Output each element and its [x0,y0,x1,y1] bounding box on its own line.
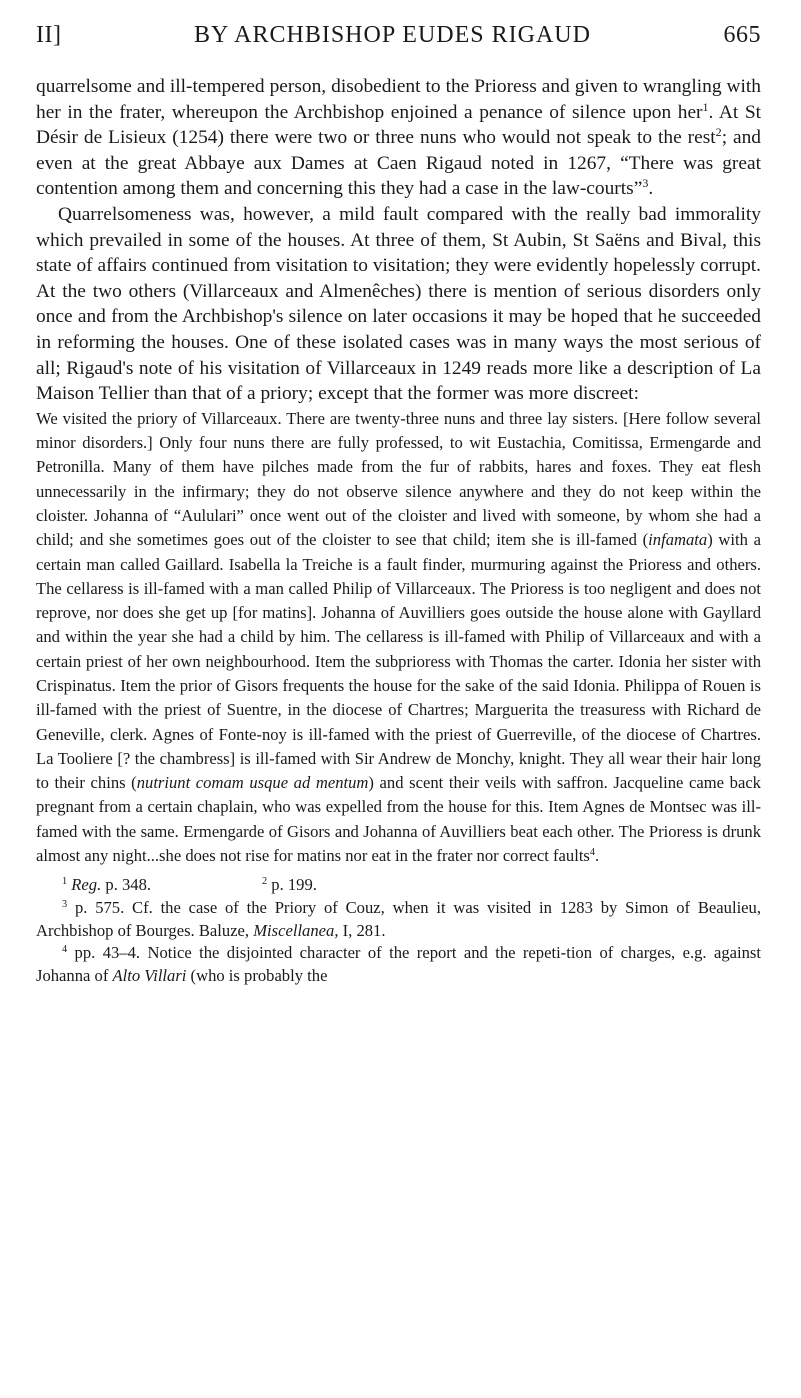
footnote-italic: Reg. [71,875,102,895]
footnote-text: p. 348. [101,875,152,895]
text-run: ; and even at the great Abbaye aux Dames at Caen Rigaud noted in 1267, “There was great contention among them and concerning this they had a case in the law-courts” [36,127,762,200]
paragraph [36,202,761,407]
footnote-ref: 4 [589,846,596,858]
footnote-4 [36,942,761,987]
text-run: pp. 43–4. Notice the disjointed character of the report and the repeti-tion of charges, e.g. against Johanna of [36,943,761,985]
running-head [36,22,761,62]
footnote-number: 2 [262,876,268,888]
text-run: ) with a certain man called Gaillard. Isabella la Treiche is a fault finder, murmuring against the Prioress and others. The cellaress is ill-famed with a man called Philip of Villarceaux. The Prioress is too negligent and does not reprove, nor does she get up [for matins]. Johanna of Auvilliers goes outside the house alone with Gayllard and within the year she had a child by him. The cellaress is ill-famed with Philip of Villarceaux and with a certain priest of her own neighbourhood. Item the subprioress with Thomas the carter. Idonia her sister with Crispinatus. Item the prior of Gisors frequents the house for the sake of the said Idonia. Philippa of Rouen is ill-famed with the priest of Suentre, in the diocese of Chartres; Marguerita the treasuress with Richard de Geneville, clerk. Agnes of Fonte-noy is ill-famed with the priest of Guerreville, of the diocese of Chartres. La Tooliere [? the chambress] is ill-famed with Sir Andrew de Monchy, knight. They all wear their hair long to their chins ( [36,530,761,793]
chapter-marker: II] [36,22,62,48]
block-quote [36,407,761,869]
text-run: . [595,846,600,866]
footnote-2 [262,874,462,897]
footnotes [36,874,761,987]
text-run: . [648,178,654,200]
italic-text: nutriunt comam usque ad mentum [136,773,369,793]
footnote-1 [62,874,262,897]
footnote-ref: 3 [642,176,649,191]
footnote-ref: 2 [715,124,722,139]
text-run: quarrelsome and ill-tempered person, disobedient to the Prioress and given to wrangling with her in the frater, whereupon the Archbishop enjoined a penance of silence upon her [36,76,761,123]
footnote-number: 3 [62,898,68,910]
page-number: 665 [723,22,761,48]
footnote-number: 4 [62,943,68,955]
text-run: I, 281. [338,920,386,940]
text-run: ) and scent their veils with saffron. Jacqueline came back pregnant from a certain chaplain, who was expelled from the house for this. Item Agnes de Montsec was ill-famed with the same. Ermengarde of Gisors and Johanna of Auvilliers beat each other. The Prioress is drunk almost any night...she does not rise for matins nor eat in the frater nor correct faults [36,773,761,866]
text-run: We visited the priory of Villarceaux. There are twenty-three nuns and three lay sisters. [Here follow several minor disorders.] Only four nuns there are fully professed, to wit Eustachia, Comitissa, Ermengarde and Petronilla. Many of them have pilches made from the fur of rabbits, hares and foxes. They eat flesh unnecessarily in the infirmary; they do not observe silence anywhere and they do not keep within the cloister. Johanna of “Aululari” once went out of the cloister and lived with someone, by whom she had a child; and she sometimes goes out of the cloister to see that child; item she is ill-famed ( [36,408,761,550]
footnote-ref: 1 [702,99,709,114]
footnote-row [36,874,761,897]
footnote-text: p. 199. [267,875,317,895]
italic-text: infamata [648,530,708,550]
footnote-3 [36,897,761,942]
text-run: . At St Désir de Lisieux (1254) there were two or three nuns who would not speak to the rest [36,101,761,149]
text-run: p. 575. Cf. the case of the Priory of Couz, when it was visited in 1283 by Simon of Beaulieu, Archbishop of Bourges. Baluze, [36,897,761,940]
running-title: BY ARCHBISHOP EUDES RIGAUD [194,22,591,48]
footnote-text [36,898,761,940]
text-run: (who is probably the [186,965,328,985]
footnote-text [36,943,761,985]
body-text [36,74,761,407]
text-run: Quarrelsomeness was, however, a mild fault compared with the really bad immorality which prevailed in some of the houses. At three of them, St Aubin, St Saëns and Bival, this state of affairs continued from visitation to visitation; they were evidently hopelessly corrupt. At the two others (Villarceaux and Almenêches) there is mention of serious disorders only once and from the Archbishop's silence on later occasions it may be hoped that he succeeded in reforming the houses. One of these isolated cases was in many ways the most serious of all; Rigaud's note of his visitation of Villarceaux in 1249 reads more like a description of La Maison Tellier than that of a priory; except that the former was more discreet: [36,203,761,405]
footnote-number: 1 [62,876,68,888]
paragraph [36,74,761,202]
italic-text: Alto Villari [112,965,187,985]
italic-text: Miscellanea, [253,920,339,940]
